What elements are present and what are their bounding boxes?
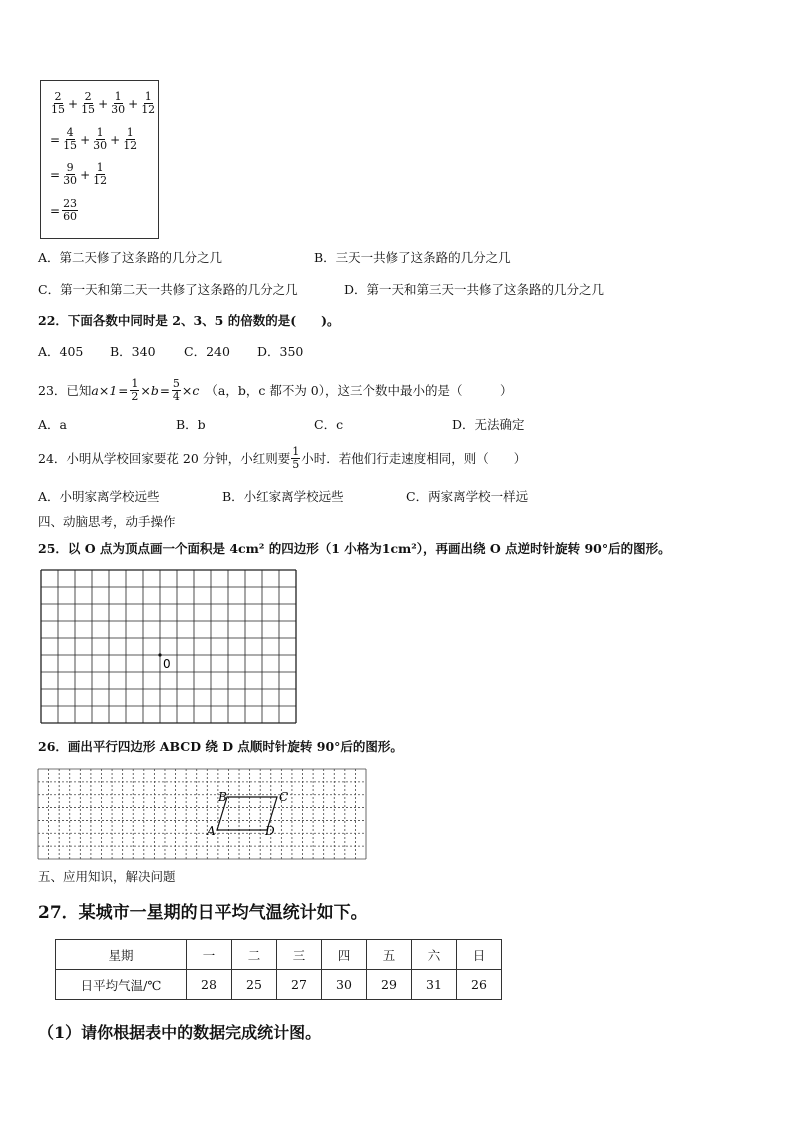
table-header-row: [56, 940, 502, 970]
q23-option-c: C．c: [314, 417, 344, 432]
table-temp-cell: 29: [367, 970, 412, 1000]
table-day-cell: 三: [277, 940, 322, 970]
calc-fraction: $\frac{2}{15}$: [51, 90, 65, 116]
calc-operator: +: [110, 132, 121, 147]
calc-fraction: $\frac{1}{30}$: [93, 126, 108, 152]
vertex-a-label: A: [207, 824, 216, 838]
q27-title: 27．某城市一星期的日平均气温统计如下。: [38, 903, 368, 923]
calc-fraction: $\frac{1}{30}$: [111, 90, 126, 116]
q22-stem: 22．下面各数中同时是 2、3、5 的倍数的是( )。: [38, 313, 340, 328]
q22-option-a: A．405: [38, 344, 84, 359]
q21-option-c: C．第一天和第二天一共修了这条路的几分之几: [38, 282, 298, 297]
q21-option-a: A．第二天修了这条路的几分之几: [38, 250, 223, 265]
q24-option-b: B．小红家离学校远些: [222, 489, 344, 504]
q26-grid[interactable]: [37, 768, 367, 860]
temperature-table: [55, 939, 502, 1000]
table-temp-cell: 25: [232, 970, 277, 1000]
calc-fraction: $\frac{4}{15}$: [63, 126, 78, 152]
calc-operator: =: [50, 167, 61, 182]
vertex-d-label: D: [265, 824, 275, 838]
q24-stem: [38, 446, 526, 471]
q26-stem: 26．画出平行四边形 ABCD 绕 D 点顺时针旋转 90°后的图形。: [38, 739, 403, 754]
q23-eq2: =: [159, 383, 170, 398]
calc-row-1: [49, 91, 157, 116]
q24-option-a: A．小明家离学校远些: [38, 489, 160, 504]
q24-suffix: 小时．若他们行走速度相同，则（ ）: [301, 450, 527, 466]
q23-option-a: A．a: [38, 417, 67, 432]
q23-option-b: B．b: [176, 417, 206, 432]
point-o: [158, 653, 161, 656]
calc-row-3: [49, 162, 109, 187]
q22-option-b: B．340: [110, 344, 156, 359]
section-4-heading: 四、动脑思考，动手操作: [38, 514, 176, 529]
table-day-cell: 六: [412, 940, 457, 970]
table-header-label: 星期: [56, 940, 187, 970]
q23-a-expr: a×1: [91, 382, 118, 398]
table-temp-cell: 27: [277, 970, 322, 1000]
calc-fraction: $\frac{1}{12}$: [141, 90, 156, 116]
calc-operator: =: [50, 203, 61, 218]
q23-fraction-1: $\frac{1}{2}$: [131, 377, 139, 403]
table-row-label: 日平均气温/℃: [56, 970, 187, 1000]
q27-sub-question-1: （1）请你根据表中的数据完成统计图。: [38, 1023, 322, 1042]
vertex-c-label: C: [279, 790, 289, 804]
q24-prefix: 24．小明从学校回家要花 20 分钟，小红则要: [38, 450, 291, 466]
q23-c-expr: ×c: [181, 382, 200, 398]
calc-operator: +: [80, 167, 91, 182]
table-temp-cell: 26: [457, 970, 502, 1000]
calc-operator: +: [80, 132, 91, 147]
table-day-cell: 二: [232, 940, 277, 970]
calc-operator: +: [98, 96, 109, 111]
q23-fraction-2: $\frac{5}{4}$: [172, 377, 180, 403]
table-temp-cell: 28: [187, 970, 232, 1000]
q23-b-expr: ×b: [140, 382, 159, 398]
q24-option-c: C．两家离学校一样远: [406, 489, 529, 504]
point-o-label: 0: [163, 657, 171, 671]
calc-fraction: $\frac{2}{15}$: [81, 90, 96, 116]
table-day-cell: 四: [322, 940, 367, 970]
calc-fraction: $\frac{1}{12}$: [93, 161, 108, 187]
calc-fraction: $\frac{23}{60}$: [63, 197, 78, 223]
q23-suffix: （a，b，c 都不为 0），这三个数中最小的是（ ）: [205, 382, 513, 398]
q23-eq1: =: [118, 383, 129, 398]
calc-fraction: $\frac{9}{30}$: [63, 161, 78, 187]
calc-row-4: [49, 198, 79, 223]
table-temp-cell: 30: [322, 970, 367, 1000]
q23-prefix: 23．已知: [38, 382, 92, 398]
q21-option-d: D．第一天和第三天一共修了这条路的几分之几: [344, 282, 605, 297]
calc-operator: =: [50, 132, 61, 147]
table-day-cell: 日: [457, 940, 502, 970]
vertex-b-label: B: [218, 790, 227, 804]
q22-option-d: D．350: [257, 344, 304, 359]
table-day-cell: 一: [187, 940, 232, 970]
calc-operator: +: [128, 96, 139, 111]
calculation-box: [40, 80, 159, 239]
q24-fraction: $\frac{1}{5}$: [292, 445, 300, 471]
section-5-heading: 五、应用知识，解决问题: [38, 869, 176, 884]
q23-stem: [38, 378, 513, 403]
q25-stem: 25．以 O 点为顶点画一个面积是 4cm² 的四边形（1 小格为1cm²），再画出绕 O 点逆时针旋转 90°后的图形。: [38, 541, 671, 556]
q22-option-c: C．240: [184, 344, 230, 359]
table-temp-cell: 31: [412, 970, 457, 1000]
q25-grid[interactable]: [40, 569, 300, 727]
table-temp-row: [56, 970, 502, 1000]
q21-option-b: B．三天一共修了这条路的几分之几: [314, 250, 511, 265]
table-day-cell: 五: [367, 940, 412, 970]
q23-option-d: D．无法确定: [452, 417, 525, 432]
calc-fraction: $\frac{1}{12}$: [123, 126, 138, 152]
calc-operator: +: [68, 96, 79, 111]
calc-row-2: [49, 127, 139, 152]
